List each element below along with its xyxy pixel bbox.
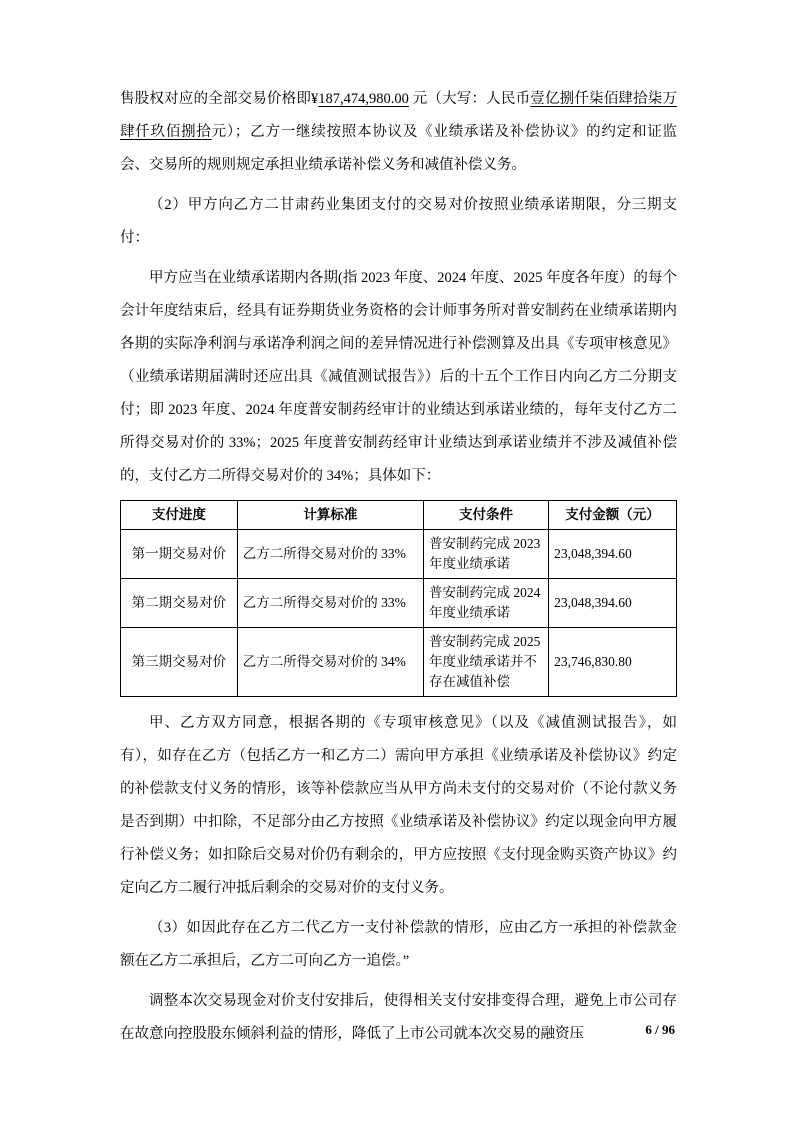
paragraph-price-text-3: 元）；乙方一继续按照本协议及《业绩承诺及补偿协议》的约定和证监会、交易所的规则规定承担业绩承诺补偿义务和减值补偿义务。 xyxy=(120,124,677,173)
paragraph-compensation-offset: 甲、乙方双方同意，根据各期的《专项审核意见》（以及《减值测试报告》，如有），如存在乙方（包括乙方一和乙方二）需向甲方承担《业绩承诺及补偿协议》约定的补偿款支付义务的情形，该等补偿款应当从甲方尚未支付的交易对价（不论付款义务是否到期）中扣除，不足部分由乙方按照《业绩承诺及补偿协议》约定以现金向甲方履行补偿义务；如扣除后交易对价仍有剩余的，甲方应按照《支付现金购买资产协议》约定向乙方二履行冲抵后剩余的交易对价的支付义务。 xyxy=(120,715,677,896)
document-page xyxy=(120,83,677,1058)
header-payment-amount: 支付金额（元） xyxy=(549,501,677,530)
table-row xyxy=(121,628,677,697)
paragraph-price-text-2: 元（大写：人民币 xyxy=(408,91,531,107)
cell-standard: 乙方二所得交易对价的 34% xyxy=(237,628,423,697)
table-row xyxy=(121,579,677,628)
cell-standard: 乙方二所得交易对价的 33% xyxy=(237,530,423,579)
cell-condition: 普安制药完成 2025 年度业绩承诺并不存在减值补偿 xyxy=(424,628,549,697)
paragraph-payment-terms: 甲方应当在业绩承诺期内各期(指 2023 年度、2024 年度、2025 年度各年度）的每个会计年度结束后，经具有证券期货业务资格的会计师事务所对普安制药在业绩承诺期内各期的实际净利润与承诺净利润之间的差异情况进行补偿测算及出具《专项审核意见》（业绩承诺期届满时还应出具《减值测试报告》）后的十五个工作日内向乙方二分期支付；即 2023 年度、2024 年度普安制药经审计的业绩达到承诺业绩的，每年支付乙方二所得交易对价的 33%；2025 年度普安制药经审计业绩达到承诺业绩并不涉及减值补偿的，支付乙方二所得交易对价的 34%；具体如下： xyxy=(120,270,677,484)
transaction-amount-chinese: 壹亿捌仟柒佰肆拾柒万肆仟玖佰捌拾 xyxy=(120,91,678,140)
paragraph-clause-2: （2）甲方向乙方二甘肃药业集团支付的交易对价按照业绩承诺期限，分三期支付： xyxy=(120,197,677,246)
table-row xyxy=(121,530,677,579)
page-number: 6 / 96 xyxy=(645,1022,675,1037)
paragraph-price xyxy=(120,83,677,182)
cell-amount: 23,746,830.80 xyxy=(549,628,677,697)
header-payment-progress: 支付进度 xyxy=(121,501,238,530)
cell-progress: 第三期交易对价 xyxy=(121,628,238,697)
paragraph-price-text-1: 售股权对应的全部交易价格即¥ xyxy=(120,91,319,107)
cell-condition: 普安制药完成 2023 年度业绩承诺 xyxy=(424,530,549,579)
header-payment-condition: 支付条件 xyxy=(424,501,549,530)
table-header-row xyxy=(121,501,677,530)
transaction-amount-numeric: 187,474,980.00 xyxy=(318,91,409,107)
cell-standard: 乙方二所得交易对价的 33% xyxy=(237,579,423,628)
cell-amount: 23,048,394.60 xyxy=(549,530,677,579)
cell-amount: 23,048,394.60 xyxy=(549,579,677,628)
cell-progress: 第二期交易对价 xyxy=(121,579,238,628)
header-calculation-standard: 计算标准 xyxy=(237,501,423,530)
payment-schedule-table xyxy=(120,500,677,697)
paragraph-adjustment-summary: 调整本次交易现金对价支付安排后，使得相关支付安排变得合理，避免上市公司存在故意向控股股东倾斜利益的情形，降低了上市公司就本次交易的融资压 xyxy=(120,993,677,1042)
cell-condition: 普安制药完成 2024 年度业绩承诺 xyxy=(424,579,549,628)
cell-progress: 第一期交易对价 xyxy=(121,530,238,579)
paragraph-clause-3: （3）如因此存在乙方二代乙方一支付补偿款的情形，应由乙方一承担的补偿款金额在乙方二承担后，乙方二可向乙方一追偿。” xyxy=(120,920,677,969)
